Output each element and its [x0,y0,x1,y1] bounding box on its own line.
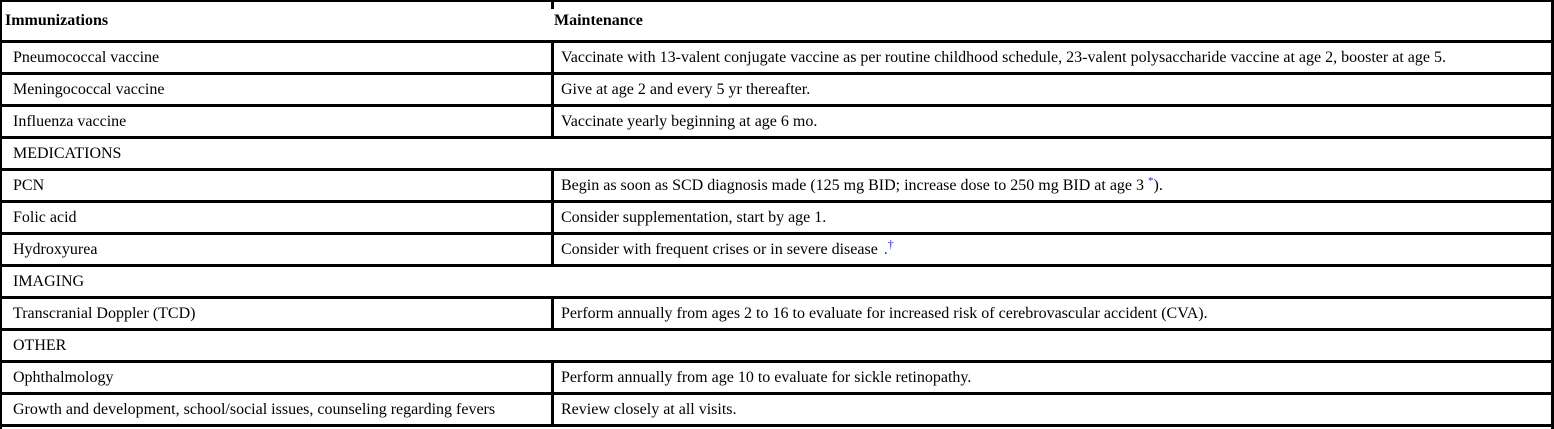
section-header-label: IMAGING [13,272,85,290]
hydroxyurea-text: Consider with frequent crises or in severe disease [561,240,878,258]
row-label-cell: Growth and development, school/social issues, counseling regarding fevers [13,400,496,418]
row-folic-acid [2,203,1551,235]
row-meningococcal-vaccine [2,75,1551,107]
row-growth-and-development [2,395,1551,427]
row-value-cell [551,171,1551,200]
section-header-label: OTHER [13,336,67,354]
row-value-cell: Vaccinate yearly beginning at age 6 mo. [551,107,1551,136]
row-value-cell: Give at age 2 and every 5 yr thereafter. [551,75,1551,104]
row-value-cell: Review closely at all visits. [551,395,1551,424]
row-value-cell: Consider supplementation, start by age 1. [551,203,1551,232]
row-label-cell: Folic acid [13,208,77,226]
dagger-icon: † [887,236,894,251]
footnote-asterisk-link[interactable]: * [1148,174,1154,187]
section-header-row-medications [2,139,1551,171]
column-divider-tick [551,2,554,9]
pcn-text-after: ). [1153,176,1163,194]
row-value-cell [551,235,1551,264]
row-label-cell: Transcranial Doppler (TCD) [13,304,196,322]
row-ophthalmology [2,363,1551,395]
row-label-cell: Meningococcal vaccine [13,80,165,98]
section-header-row-other [2,331,1551,363]
row-label-cell: Hydroxyurea [13,240,98,258]
header-maintenance: Maintenance [554,12,643,29]
section-header-row-imaging [2,267,1551,299]
row-hydroxyurea [2,235,1551,267]
footnote-dagger-link[interactable] [878,236,894,259]
row-influenza-vaccine [2,107,1551,139]
pcn-text: Begin as soon as SCD diagnosis made (125 mg BID; increase dose to 250 mg BID at age 3 [561,176,1145,194]
header-immunizations: Immunizations [5,12,109,29]
row-label-cell: Ophthalmology [13,368,114,386]
row-label-cell: Pneumococcal vaccine [13,48,160,66]
row-value-cell: Perform annually from age 10 to evaluate for sickle retinopathy. [551,363,1551,392]
row-transcranial-doppler [2,299,1551,331]
footnote-dot: . [883,240,888,258]
row-value-cell: Perform annually from ages 2 to 16 to evaluate for increased risk of cerebrovascular accident (CVA). [551,299,1551,328]
table-header-row [2,2,1551,43]
section-header-label: MEDICATIONS [13,144,122,162]
row-label-cell: PCN [13,176,45,194]
row-pcn [2,171,1551,203]
row-pneumococcal-vaccine [2,43,1551,75]
row-label-cell: Influenza vaccine [13,112,127,130]
row-value-cell: Vaccinate with 13-valent conjugate vaccine as per routine childhood schedule, 23-valent polysaccharide vaccine at age 2, booster at age 5. [551,43,1551,72]
